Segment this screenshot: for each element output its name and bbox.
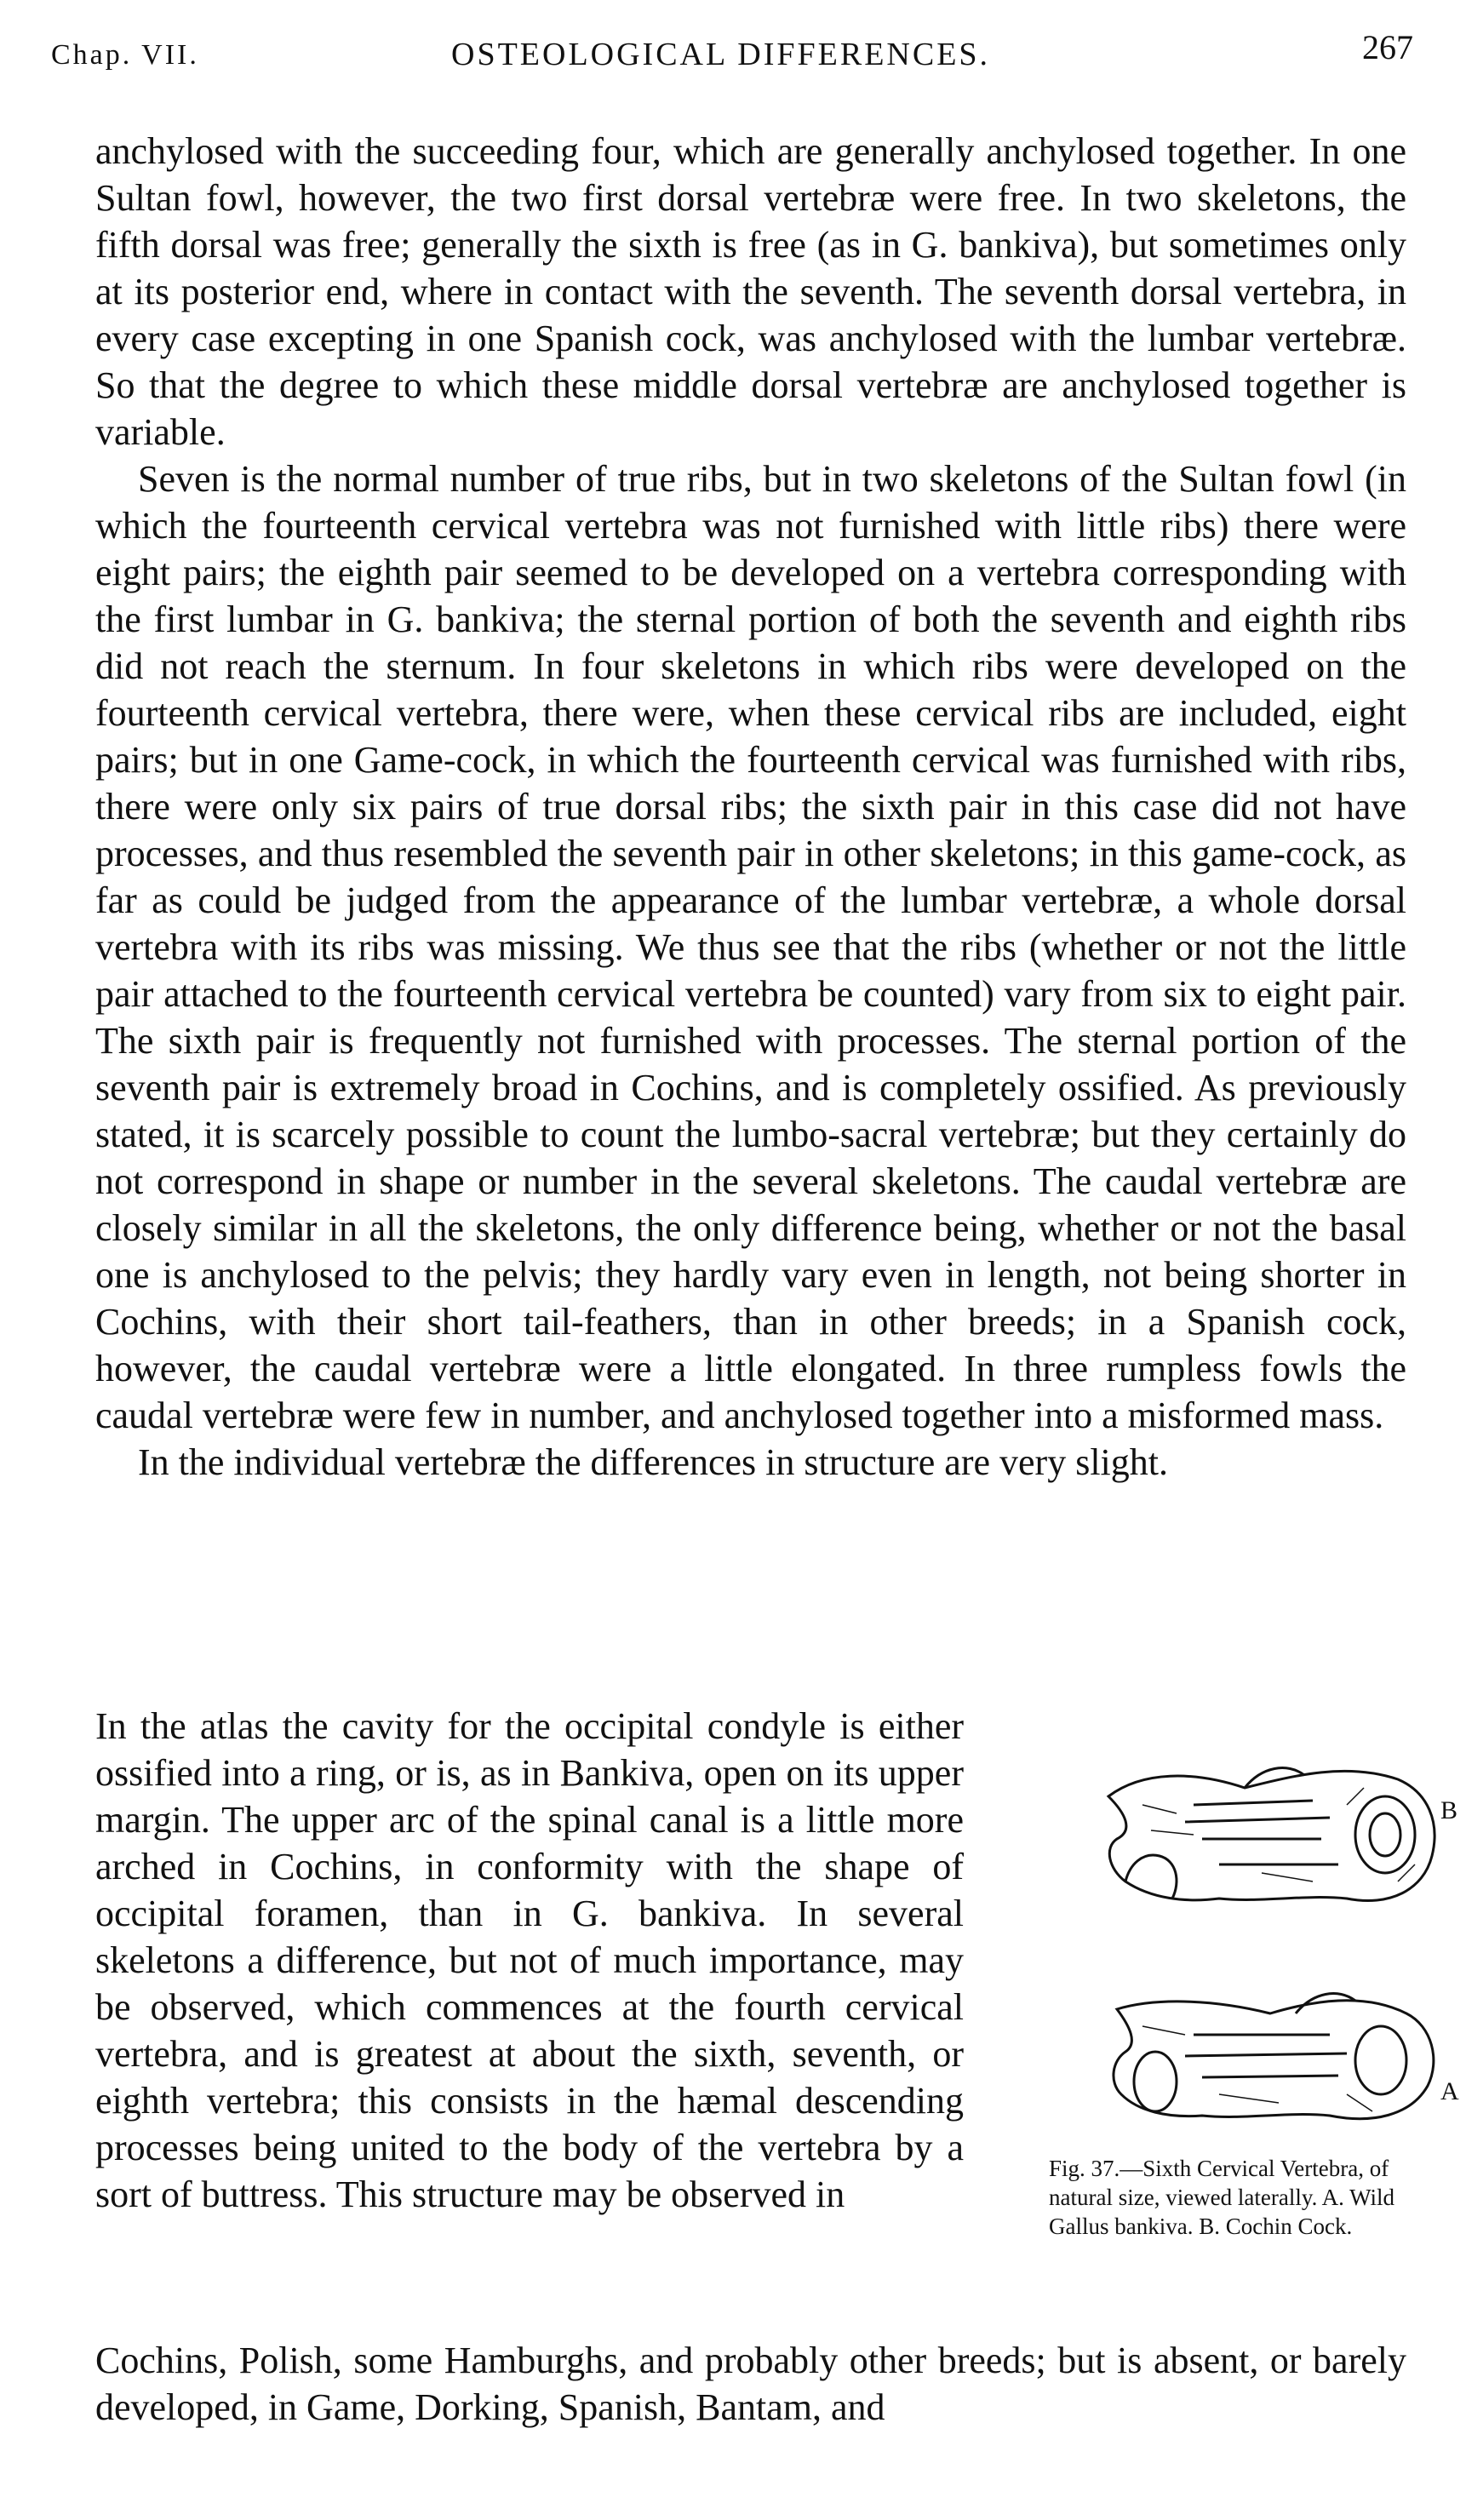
paragraph-2: Seven is the normal number of true ribs, but in two skeletons of the Sultan fowl (in which the fourteenth cervical vertebra was not furnished with little ribs) there were eight pairs; the eighth pair seemed to be developed on a vertebra corresponding with the first lumbar in G. bankiva; the sternal portion of both the seventh and eighth ribs did not reach the sternum. In four skeletons in which ribs were developed on the fourteenth cervical vertebra, there were, when these cervical ribs are included, eight pairs; but in one Game-cock, in which the fourteenth cervical was furnished with ribs, there were only six pairs of true dorsal ribs; the sixth pair in this case did not have processes, and thus resembled the seventh pair in other skeletons; in this game-cock, as far as could be judged from the appearance of the lumbar vertebræ, a whole dorsal vertebra with its ribs was missing. We thus see that the ribs (whether or not the little pair attached to the fourteenth cervical vertebra be counted) vary from six to eight pair. The sixth pair is frequently not furnished with processes. The sternal portion of the seventh pair is extremely broad in Cochins, and is completely ossified. As previously stated, it is scarcely possible to count the lumbo-sacral vertebræ; but they certainly do not correspond in shape or number in the several skeletons. The caudal vertebræ are closely similar in all the skeletons, the only difference being, whether or not the basal one is anchylosed to the pelvis; they hardly vary even in length, not being shorter in Cochins, with their short tail-feathers, than in other breeds; in a Spanish cock, however, the caudal vertebræ were a little elongated. In three rumpless fowls the caudal vertebræ were few in number, and anchylosed together into a misformed mass.	[95, 458, 1406, 1436]
figure-label-b: B	[1440, 1796, 1458, 1824]
chapter-label: Chap. VII.	[51, 39, 199, 71]
wrapped-paragraph: In the atlas the cavity for the occipital condyle is either ossified into a ring, or is, as in Bankiva, open on its upper margin. The upper arc of the spinal canal is a little more arched in Cochins, in conformity with the shape of occipital foramen, than in G. bankiva. In several skeletons a difference, but not of much importance, may be observed, which commences at the fourth cervical vertebra, and is greatest at about the sixth, seventh, or eighth vertebra; this consists in the hæmal descending processes being united to the body of the vertebra by a sort of buttress. This structure may be observed in	[95, 1705, 964, 2215]
figure-caption: Fig. 37.—Sixth Cervical Vertebra, of natural size, viewed laterally. A. Wild Gallus bankiva. B. Cochin Cock.	[1049, 2156, 1395, 2239]
page-number: 267	[1362, 28, 1413, 66]
figure-label-a: A	[1440, 2077, 1459, 2105]
running-header	[51, 28, 1413, 83]
text-with-figure	[95, 1703, 1459, 2239]
vertebra-illustration-a	[1091, 1975, 1449, 2137]
main-text	[95, 128, 1406, 1486]
paragraph-1: anchylosed with the succeeding four, which are generally anchylosed together. In one Sultan fowl, however, the two first dorsal vertebræ were free. In two skeletons, the fifth dorsal was free; generally the sixth is free (as in G. bankiva), but sometimes only at its posterior end, where in contact with the seventh. The seventh dorsal vertebra, in every case excepting in one Spanish cock, was anchylosed with the lumbar vertebræ. So that the degree to which these middle dorsal vertebræ are anchylosed together is variable.	[95, 130, 1406, 453]
continued-paragraph: Cochins, Polish, some Hamburghs, and probably other breeds; but is absent, or barely developed, in Game, Dorking, Spanish, Bantam, and	[95, 2340, 1406, 2428]
paragraph-3: In the individual vertebræ the differences in structure are very slight.	[138, 1441, 1168, 1483]
figure-37	[998, 1720, 1459, 2333]
running-title: OSTEOLOGICAL DIFFERENCES.	[451, 37, 991, 72]
vertebra-illustration-b	[1091, 1754, 1449, 1924]
